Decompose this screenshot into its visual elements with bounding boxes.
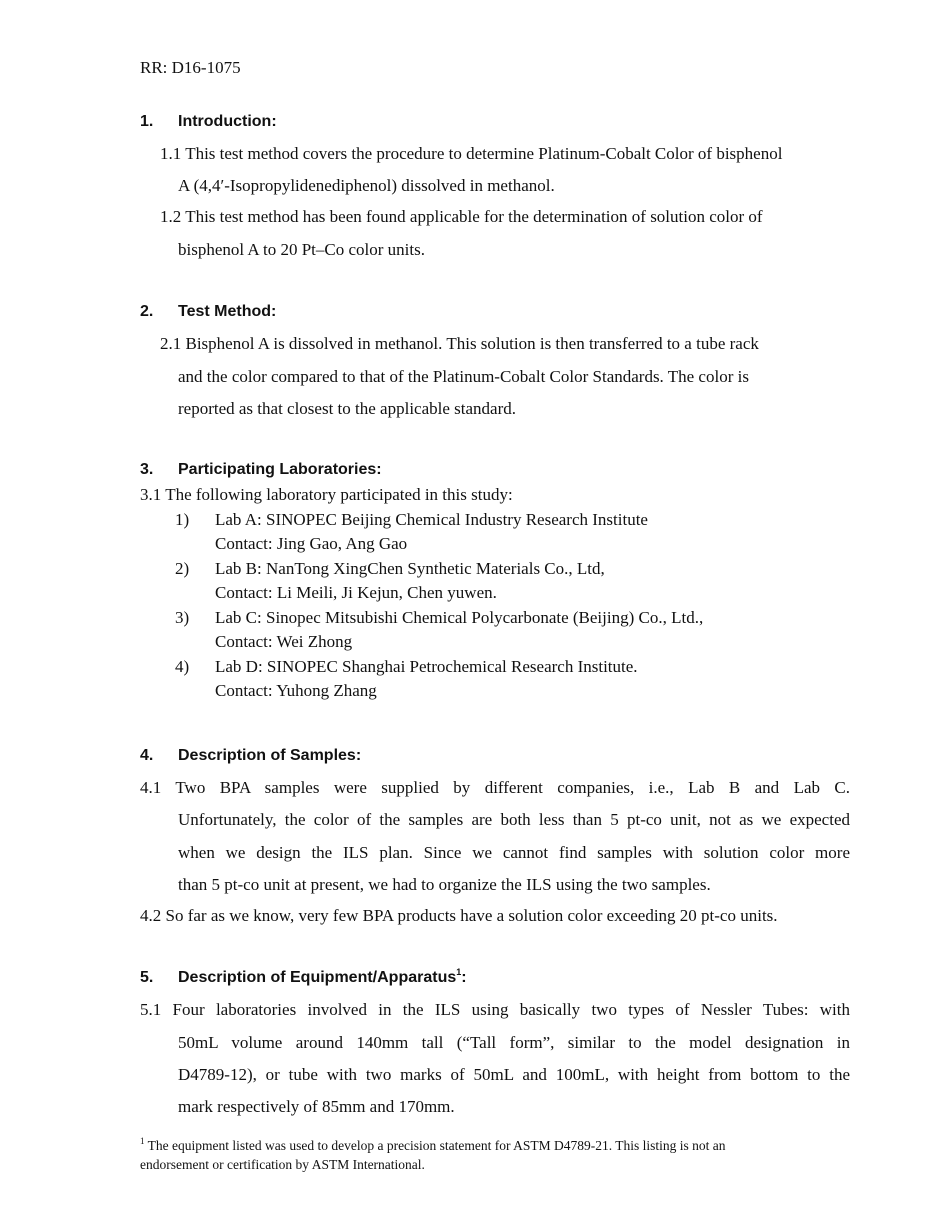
section-number: 1. [140, 113, 154, 130]
footnote-marker: 1 [140, 1136, 145, 1146]
paragraph-line: bisphenol A to 20 Pt–Co color units. [178, 240, 425, 259]
footnote-text: The equipment listed was used to develop a precision statement for ASTM D4789-21. This listing is not an [144, 1138, 726, 1153]
section-title: Participating Laboratories: [178, 461, 382, 478]
section-number: 2. [140, 303, 154, 320]
lab-contact: Contact: Yuhong Zhang [215, 681, 377, 700]
paragraph-line: 1.2 This test method has been found applicable for the determination of solution color of [160, 207, 763, 226]
list-number: 1) [175, 510, 190, 529]
lab-name: Lab A: SINOPEC Beijing Chemical Industry Research Institute [215, 510, 648, 529]
section-title: Introduction: [178, 113, 277, 130]
footnote-line: endorsement or certification by ASTM International. [140, 1157, 425, 1172]
lab-contact: Contact: Wei Zhong [215, 632, 353, 651]
paragraph-line: 2.1 Bisphenol A is dissolved in methanol. This solution is then transferred to a tube rack [160, 334, 759, 353]
paragraph-line: reported as that closest to the applicable standard. [178, 399, 516, 418]
section-title-colon: : [461, 969, 467, 986]
paragraph-line: 5.1 Four laboratories involved in the ILS using basically two types of Nessler Tubes: with [140, 1000, 850, 1019]
lab-name: Lab B: NanTong XingChen Synthetic Materials Co., Ltd, [215, 559, 605, 578]
section-title: Description of Samples: [178, 747, 362, 764]
list-number: 4) [175, 657, 190, 676]
lab-name: Lab D: SINOPEC Shanghai Petrochemical Research Institute. [215, 657, 638, 676]
footnote-ref: 1 [456, 967, 462, 977]
list-number: 3) [175, 608, 190, 627]
paragraph-line: D4789-12), or tube with two marks of 50mL and 100mL, with height from bottom to the [178, 1065, 850, 1084]
list-number: 2) [175, 559, 190, 578]
paragraph-line: 4.1 Two BPA samples were supplied by different companies, i.e., Lab B and Lab C. [140, 778, 850, 797]
section-number: 5. [140, 969, 154, 986]
footnote [140, 1138, 726, 1154]
paragraph-line: when we design the ILS plan. Since we cannot find samples with solution color more [178, 843, 850, 862]
section-title [178, 969, 467, 987]
paragraph-line: than 5 pt-co unit at present, we had to organize the ILS using the two samples. [178, 875, 711, 894]
lab-contact: Contact: Li Meili, Ji Kejun, Chen yuwen. [215, 583, 497, 602]
section-title-text: Description of Equipment/Apparatus [178, 969, 457, 986]
paragraph-line: A (4,4′-Isopropylidenediphenol) dissolved in methanol. [178, 176, 555, 195]
section-number: 3. [140, 461, 154, 478]
paragraph-line: Unfortunately, the color of the samples are both less than 5 pt-co unit, not as we expected [178, 810, 850, 829]
lab-name: Lab C: Sinopec Mitsubishi Chemical Polycarbonate (Beijing) Co., Ltd., [215, 608, 704, 627]
paragraph-line: 1.1 This test method covers the procedure to determine Platinum-Cobalt Color of bisphenol [160, 144, 783, 163]
section-number: 4. [140, 747, 154, 764]
lab-list-intro: 3.1 The following laboratory participated in this study: [140, 485, 513, 504]
paragraph-line: 50mL volume around 140mm tall (“Tall form”, similar to the model designation in [178, 1033, 850, 1052]
paragraph-line: mark respectively of 85mm and 170mm. [178, 1097, 455, 1116]
lab-contact: Contact: Jing Gao, Ang Gao [215, 534, 408, 553]
paragraph-line: and the color compared to that of the Platinum-Cobalt Color Standards. The color is [178, 367, 749, 386]
section-title: Test Method: [178, 303, 277, 320]
document-ref: RR: D16-1075 [140, 58, 241, 77]
paragraph-line: 4.2 So far as we know, very few BPA products have a solution color exceeding 20 pt-co units. [140, 906, 778, 925]
